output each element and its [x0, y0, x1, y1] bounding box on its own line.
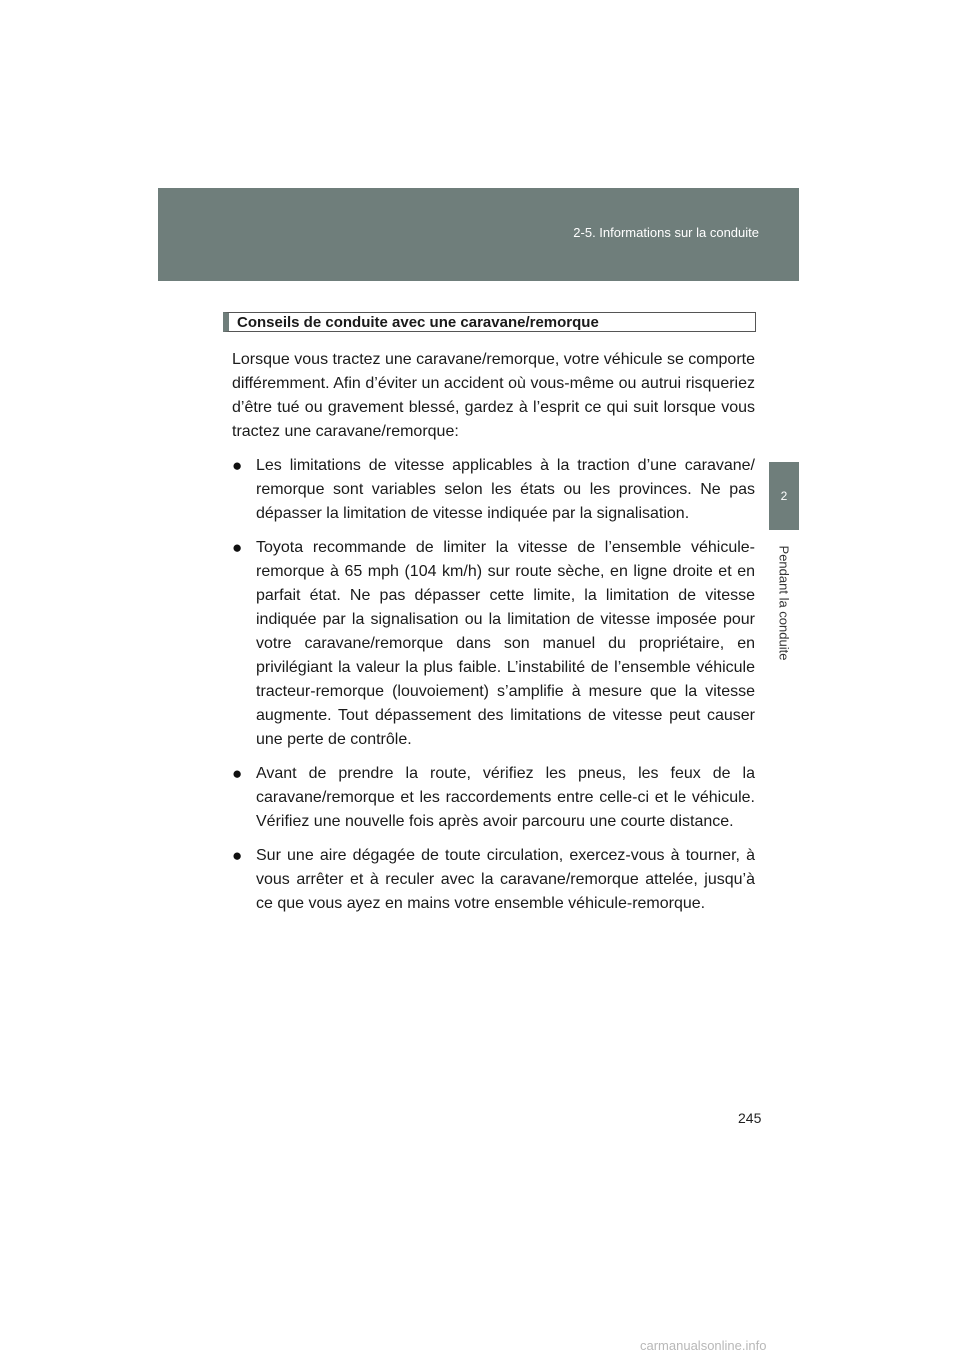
bullet-dot-icon: ● [232, 456, 243, 475]
chapter-number: 2 [780, 489, 788, 503]
bullet-dot-icon: ● [232, 764, 243, 783]
bullet-item [232, 454, 755, 526]
bullet-item [232, 844, 755, 916]
page-number: 245 [738, 1110, 762, 1126]
bullet-text: Les limitations de vitesse applicables à la traction d’une caravane/ remorque sont variables selon les états ou les provinces. Ne pas dépasser la limitation de vitesse indiquée par la signalisation. [256, 457, 755, 522]
bullet-text: Sur une aire dégagée de toute circulation, exercez-vous à tourner, à vous arrêter et à reculer avec la caravane/remorque attelée, jusqu’à ce que vous ayez en mains votre ensemble véhicule-remorque. [256, 847, 755, 912]
bullet-dot-icon: ● [232, 846, 243, 865]
intro-paragraph: Lorsque vous tractez une caravane/remorque, votre véhicule se comporte différemment. Afin d’éviter un accident où vous-même ou autrui risqueriez d’être tué ou gravement blessé, gardez à l’esprit ce qui suit lorsque vous tractez une caravane/remorque: [232, 351, 755, 440]
section-heading [223, 312, 756, 332]
bullet-dot-icon: ● [232, 538, 243, 557]
bullet-item [232, 762, 755, 834]
bullet-text: Avant de prendre la route, vérifiez les pneus, les feux de la caravane/remorque et les raccordements entre celle-ci et le véhicule. Vérifiez une nouvelle fois après avoir parcouru une courte distance. [256, 765, 755, 830]
header-title: 2-5. Informations sur la conduite [573, 225, 759, 240]
section-title: Conseils de conduite avec une caravane/remorque [237, 313, 599, 331]
bullet-item [232, 536, 755, 752]
section-content [232, 348, 755, 926]
watermark: carmanualsonline.info [640, 1338, 767, 1353]
bullet-text: Toyota recommande de limiter la vitesse de l’ensemble véhicule-remorque à 65 mph (104 km/h) sur route sèche, en ligne droite et en parfait état. Ne pas dépasser cette limite, la limitation de vitesse indiquée par la signalisation ou la limitation de vitesse imposée pour votre caravane/remorque dans son manuel du propriétaire, en privilégiant la valeur la plus faible. L’instabilité de l’ensemble véhicule tracteur-remorque (louvoiement) s’amplifie à mesure que la vitesse augmente. Tout dépassement des limitations de vitesse peut causer une perte de contrôle. [256, 539, 755, 748]
header-band [158, 188, 799, 281]
chapter-tab [769, 462, 799, 530]
chapter-label: Pendant la conduite [776, 545, 792, 661]
